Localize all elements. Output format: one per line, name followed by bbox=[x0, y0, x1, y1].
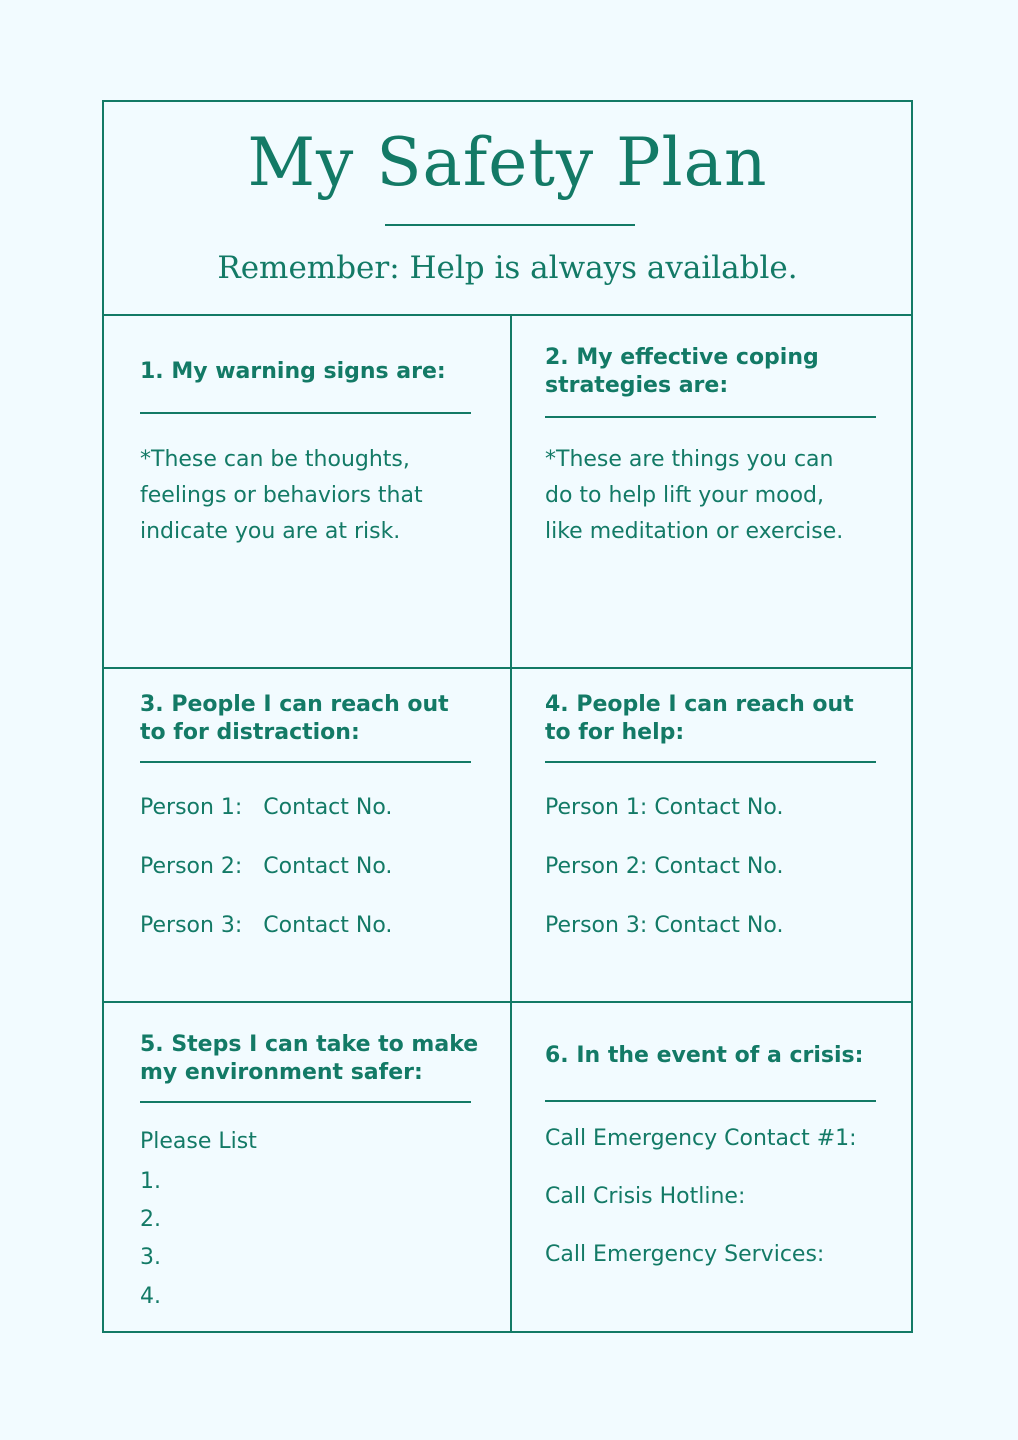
crisis-action: Call Crisis Hotline: bbox=[545, 1184, 746, 1209]
heading-line: to for distraction: bbox=[140, 720, 360, 745]
section-crisis bbox=[545, 1042, 905, 1332]
heading-underline bbox=[140, 412, 471, 414]
section-environment-steps bbox=[140, 1031, 508, 1331]
title-divider bbox=[385, 224, 635, 226]
note-line: *These are things you can bbox=[545, 447, 834, 472]
person-contact-line: Person 3: Contact No. bbox=[545, 913, 784, 938]
section-heading: 1. My warning signs are: bbox=[140, 359, 446, 384]
list-item: 4. bbox=[140, 1284, 161, 1309]
section-note bbox=[140, 442, 500, 550]
section-heading bbox=[545, 344, 905, 400]
heading-line: 2. My effective coping bbox=[545, 345, 819, 370]
note-line: indicate you are at risk. bbox=[140, 519, 401, 544]
header bbox=[104, 102, 911, 316]
note-line: like meditation or exercise. bbox=[545, 519, 844, 544]
person-contact-line: Person 1: Contact No. bbox=[140, 795, 393, 820]
section-distraction-contacts bbox=[140, 691, 500, 991]
list-item: 3. bbox=[140, 1245, 161, 1270]
heading-underline bbox=[140, 761, 471, 763]
section-note bbox=[545, 442, 905, 550]
section-heading bbox=[140, 1031, 508, 1087]
list-item: 2. bbox=[140, 1207, 161, 1232]
heading-line: 4. People I can reach out bbox=[545, 692, 854, 717]
list-item: 1. bbox=[140, 1169, 161, 1194]
safety-plan-frame bbox=[102, 100, 913, 1333]
section-heading bbox=[140, 691, 500, 747]
crisis-action: Call Emergency Services: bbox=[545, 1242, 825, 1267]
row-divider-1 bbox=[104, 667, 911, 669]
note-line: do to help lift your mood, bbox=[545, 483, 825, 508]
heading-underline bbox=[545, 1100, 876, 1102]
row-divider-2 bbox=[104, 1001, 911, 1003]
section-heading: 6. In the event of a crisis: bbox=[545, 1043, 864, 1068]
person-contact-line: Person 2: Contact No. bbox=[545, 854, 784, 879]
note-line: *These can be thoughts, bbox=[140, 447, 410, 472]
heading-underline bbox=[545, 761, 876, 763]
list-label: Please List bbox=[140, 1129, 257, 1154]
page-title: My Safety Plan bbox=[247, 124, 768, 201]
section-heading bbox=[545, 691, 905, 747]
person-contact-line: Person 1: Contact No. bbox=[545, 795, 784, 820]
heading-line: my environment safer: bbox=[140, 1060, 423, 1085]
page-subtitle: Remember: Help is always available. bbox=[217, 250, 798, 286]
person-contact-line: Person 3: Contact No. bbox=[140, 913, 393, 938]
heading-line: to for help: bbox=[545, 720, 685, 745]
person-contact-line: Person 2: Contact No. bbox=[140, 854, 393, 879]
note-line: feelings or behaviors that bbox=[140, 483, 423, 508]
column-divider bbox=[510, 316, 512, 1333]
heading-line: 5. Steps I can take to make bbox=[140, 1032, 479, 1057]
section-help-contacts bbox=[545, 691, 905, 991]
heading-underline bbox=[545, 416, 876, 418]
heading-line: 3. People I can reach out bbox=[140, 692, 449, 717]
crisis-action: Call Emergency Contact #1: bbox=[545, 1126, 857, 1151]
heading-underline bbox=[140, 1101, 471, 1103]
section-warning-signs bbox=[140, 358, 500, 550]
heading-line: strategies are: bbox=[545, 373, 729, 398]
section-coping-strategies bbox=[545, 344, 905, 550]
